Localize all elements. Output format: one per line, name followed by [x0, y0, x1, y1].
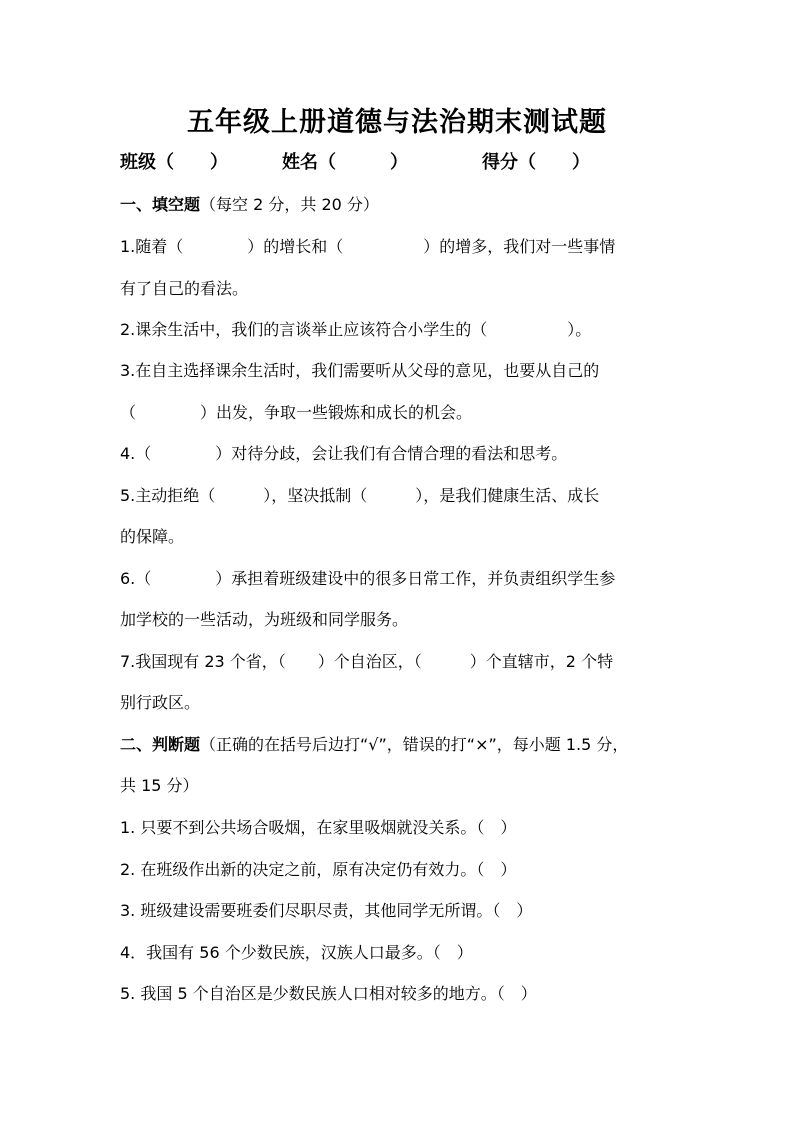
fill-line: 3.在自主选择课余生活时，我们需要听从父母的意见，也要从自己的 [120, 361, 600, 380]
fill-line: 1.随着（ ）的增长和（ ）的增多，我们对一些事情 [120, 237, 616, 256]
judge-item: 2. 在班级作出新的决定之前，原有决定仍有效力。（ ） [120, 860, 517, 879]
fill-line: 的保障。 [120, 527, 185, 546]
judge-item: 3. 班级建设需要班委们尽职尽责，其他同学无所谓。（ ） [120, 901, 533, 920]
section1-note: （每空 2 分，共 20 分） [200, 195, 379, 214]
fill-line: 5.主动拒绝（ ），坚决抵制（ ），是我们健康生活、成长 [120, 486, 600, 505]
fill-line: （ ）出发，争取一些锻炼和成长的机会。 [120, 403, 473, 422]
judge-item: 5. 我国 5 个自治区是少数民族人口相对较多的地方。（ ） [120, 984, 537, 1003]
name-field: 姓名（ ） [282, 152, 408, 173]
fill-line: 7.我国现有 23 个省，（ ）个自治区，（ ）个直辖市，2 个特 [120, 652, 614, 671]
page-title: 五年级上册道德与法治期末测试题 [187, 107, 607, 138]
judge-item: 4．我国有 56 个少数民族，汉族人口最多。（ ） [120, 943, 473, 962]
fill-line: 有了自己的看法。 [120, 279, 249, 298]
section2-note: （正确的在括号后边打“√”，错误的打“×”，每小题 1.5 分， [200, 735, 629, 754]
fill-line: 6.（ ）承担着班级建设中的很多日常工作，并负责组织学生参 [120, 569, 616, 588]
score-field: 得分（ ） [482, 152, 590, 173]
class-field: 班级（ ） [120, 152, 228, 173]
fill-line: 2.课余生活中，我们的言谈举止应该符合小学生的（ ）。 [120, 320, 592, 339]
fill-line: 别行政区。 [120, 693, 201, 712]
section2-note-cont: 共 15 分） [120, 776, 199, 795]
section1-header [120, 192, 379, 215]
section2-heading: 二、判断题 [120, 735, 201, 754]
fill-line: 4.（ ）对待分歧，会让我们有合情合理的看法和思考。 [120, 444, 568, 463]
judge-item: 1. 只要不到公共场合吸烟，在家里吸烟就没关系。（ ） [120, 818, 517, 837]
section1-heading: 一、填空题 [120, 195, 201, 214]
fill-line: 加学校的一些活动，为班级和同学服务。 [120, 610, 409, 629]
section2-header [120, 732, 628, 755]
